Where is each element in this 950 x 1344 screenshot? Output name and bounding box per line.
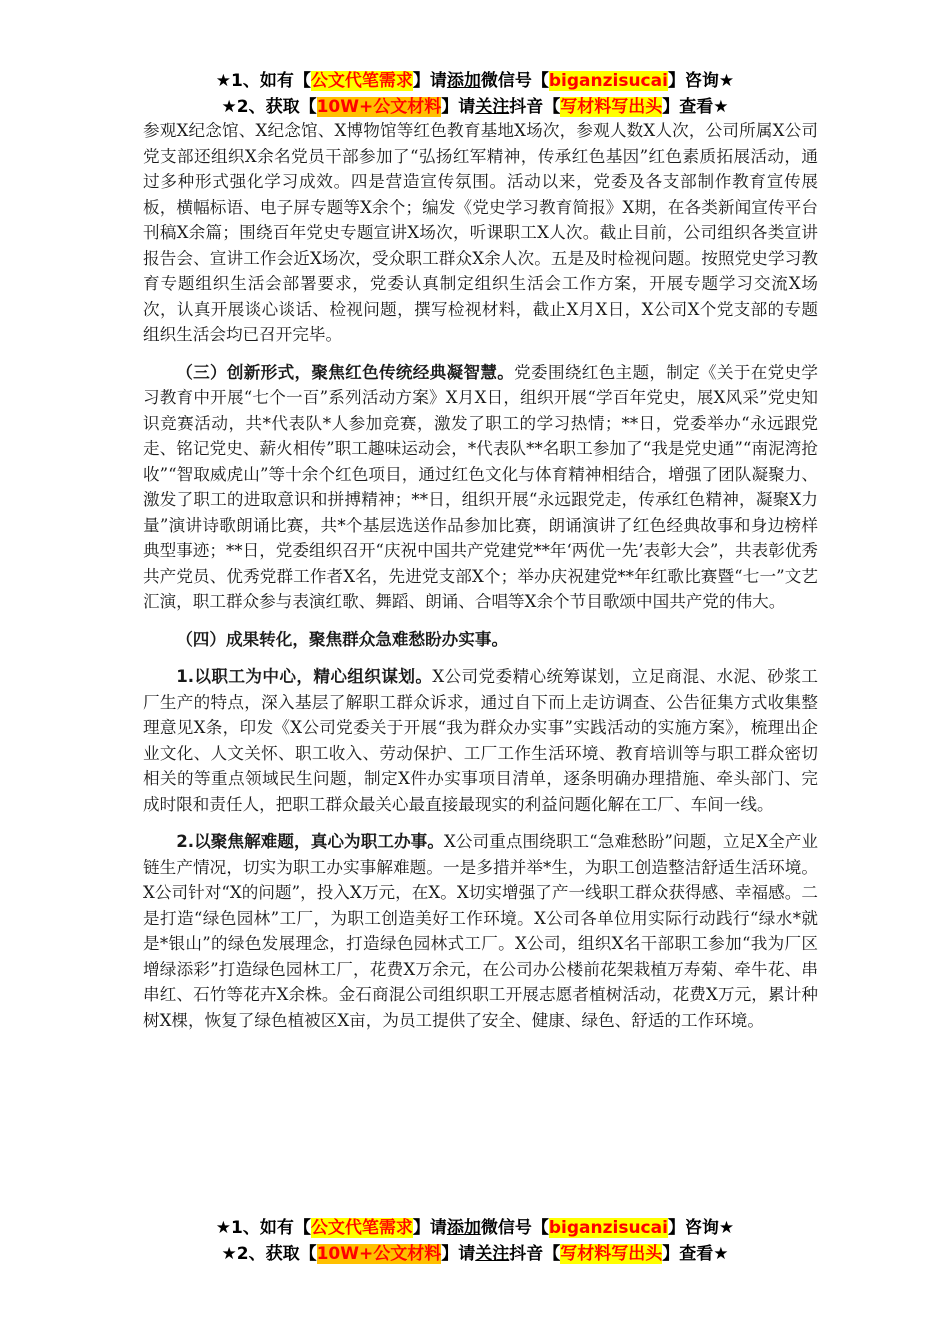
- banner-line-1: [0, 1215, 950, 1241]
- banner-text: ★2、获取【: [221, 97, 317, 117]
- bottom-banner: [0, 1215, 950, 1267]
- banner-text: 微信号【: [480, 71, 549, 91]
- banner-highlight: 10W+公文材料: [316, 97, 442, 117]
- banner-text: 】咨询★: [667, 71, 735, 91]
- document-body: [143, 118, 818, 1045]
- banner-text: ★1、如有【: [215, 1218, 311, 1238]
- section-heading-3: （三）创新形式，聚焦红色传统经典凝智慧。: [176, 362, 515, 382]
- paragraph-5-body: X公司重点围绕职工“急难愁盼”问题，立足X全产业链生产情况，切实为职工办实事解难题。一是多措并举*生，为职工创造整洁舒适生活环境。X公司针对“X的问题”，投入X万元，在X。X切实增强了产一线职工群众获得感、幸福感。二是打造“绿色园林”工厂，为职工创造美好工作环境。X公司各单位用实际行动践行“绿水*就是*银山”的绿色发展理念，打造绿色园林式工厂。X公司，组织X名干部职工参加“我为厂区增绿添彩”打造绿色园林工厂，花费X万余元，在公司办公楼前花架栽植万寿菊、牵牛花、串串红、石竹等花卉X余株。金石商混公司组织职工开展志愿者植树活动，花费X万元，累计种树X棵，恢复了绿色植被区X亩，为员工提供了安全、健康、绿色、舒适的工作环境。: [143, 832, 819, 1030]
- banner-highlight: 公文代笔需求: [310, 71, 413, 91]
- banner-douyin-id: 写材料写出头: [560, 1244, 663, 1264]
- banner-underlined: 添加: [446, 1218, 481, 1238]
- banner-line-2: [0, 94, 950, 120]
- banner-text: 抖音【: [509, 97, 561, 117]
- banner-text: 抖音【: [509, 1244, 561, 1264]
- paragraph-2-body: 党委围绕红色主题，制定《关于在党史学习教育中开展“七个一百”系列活动方案》X月X日，组织开展“学百年党史，展X风采”党史知识竞赛活动，共*代表队*人参加竞赛，激发了职工的学习热情；**日，党委举办“永远跟党走、铭记党史、薪火相传”职工趣味运动会，*代表队**名职工参加了“我是党史通”“南泥湾抢收”“智取威虎山”等十余个红色项目，通过红色文化与体育精神相结合，增强了团队凝聚力、激发了职工的进取意识和拼搏精神；**日，组织开展“永远跟党走，传承红色精神，凝聚X力量”演讲诗歌朗诵比赛，共*个基层选送作品参加比赛，朗诵演讲了红色经典故事和身边榜样典型事迹；**日，党委组织召开“庆祝中国共产党建党**年‘两优一先’表彰大会”，共表彰优秀共产党员、优秀党群工作者X名，先进党支部X个；举办庆祝建党**年红歌比赛暨“七一”文艺汇演，职工群众参与表演红歌、舞蹈、朗诵、合唱等X余个节目歌颂中国共产党的伟大。: [143, 362, 819, 611]
- banner-highlight: 公文代笔需求: [310, 1218, 413, 1238]
- banner-text: 】咨询★: [667, 1218, 735, 1238]
- banner-highlight: 10W+公文材料: [316, 1244, 442, 1264]
- banner-underlined: 添加: [446, 71, 481, 91]
- banner-wechat-id: biganzisucai: [548, 1218, 668, 1238]
- banner-text: 】请: [441, 1244, 476, 1264]
- paragraph-2: [143, 360, 818, 615]
- banner-line-1: [0, 68, 950, 94]
- banner-text: 】请: [412, 71, 447, 91]
- top-banner: [0, 68, 950, 120]
- banner-wechat-id: biganzisucai: [548, 71, 668, 91]
- banner-text: ★2、获取【: [221, 1244, 317, 1264]
- paragraph-5: [143, 829, 818, 1033]
- subheading-1: 1.以职工为中心，精心组织谋划。: [176, 667, 433, 686]
- paragraph-4: [143, 664, 818, 817]
- banner-underlined: 关注: [475, 97, 510, 117]
- banner-line-2: [0, 1241, 950, 1267]
- banner-text: 微信号【: [480, 1218, 549, 1238]
- section-heading-4: （四）成果转化，聚焦群众急难愁盼办实事。: [176, 629, 509, 649]
- banner-douyin-id: 写材料写出头: [560, 97, 663, 117]
- banner-text: 】查看★: [662, 97, 729, 117]
- banner-text: 】请: [441, 97, 476, 117]
- banner-underlined: 关注: [475, 1244, 510, 1264]
- paragraph-1: 参观X纪念馆、X纪念馆、X博物馆等红色教育基地X场次，参观人数X人次，公司所属X公司党支部还组织X余名党员干部参加了“弘扬红军精神，传承红色基因”红色素质拓展活动，通过多种形式强化学习成效。四是营造宣传氛围。活动以来，党委及各支部制作教育宣传展板，横幅标语、电子屏专题等X余个；编发《党史学习教育简报》X期，在各类新闻宣传平台刊稿X余篇；围绕百年党史专题宣讲X场次，听课职工X人次。截止目前，公司组织各类宣讲报告会、宣讲工作会近X场次，受众职工群众X余人次。五是及时检视问题。按照党史学习教育专题组织生活会部署要求，党委认真制定组织生活会工作方案，开展专题学习交流X场次，认真开展谈心谈话、检视问题，撰写检视材料，截止X月X日，X公司X个党支部的专题组织生活会均已召开完毕。: [143, 121, 818, 344]
- subheading-2: 2.以聚焦解难题，真心为职工办事。: [176, 832, 445, 851]
- paragraph-4-body: X公司党委精心统筹谋划，立足商混、水泥、砂浆工厂生产的特点，深入基层了解职工群众诉求，通过自下而上走访调查、公告征集方式收集整理意见X条，印发《X公司党委关于开展“我为群众办实事”实践活动的实施方案》，梳理出企业文化、人文关怀、职工收入、劳动保护、工厂工作生活环境、教育培训等与职工群众密切相关的等重点领域民生问题，制定X件办实事项目清单，逐条明确办理措施、牵头部门、完成时限和责任人，把职工群众最关心最直接最现实的利益问题化解在工厂、车间一线。: [143, 667, 818, 814]
- banner-text: ★1、如有【: [215, 71, 311, 91]
- banner-text: 】查看★: [662, 1244, 729, 1264]
- banner-text: 】请: [412, 1218, 447, 1238]
- paragraph-3: [143, 627, 818, 653]
